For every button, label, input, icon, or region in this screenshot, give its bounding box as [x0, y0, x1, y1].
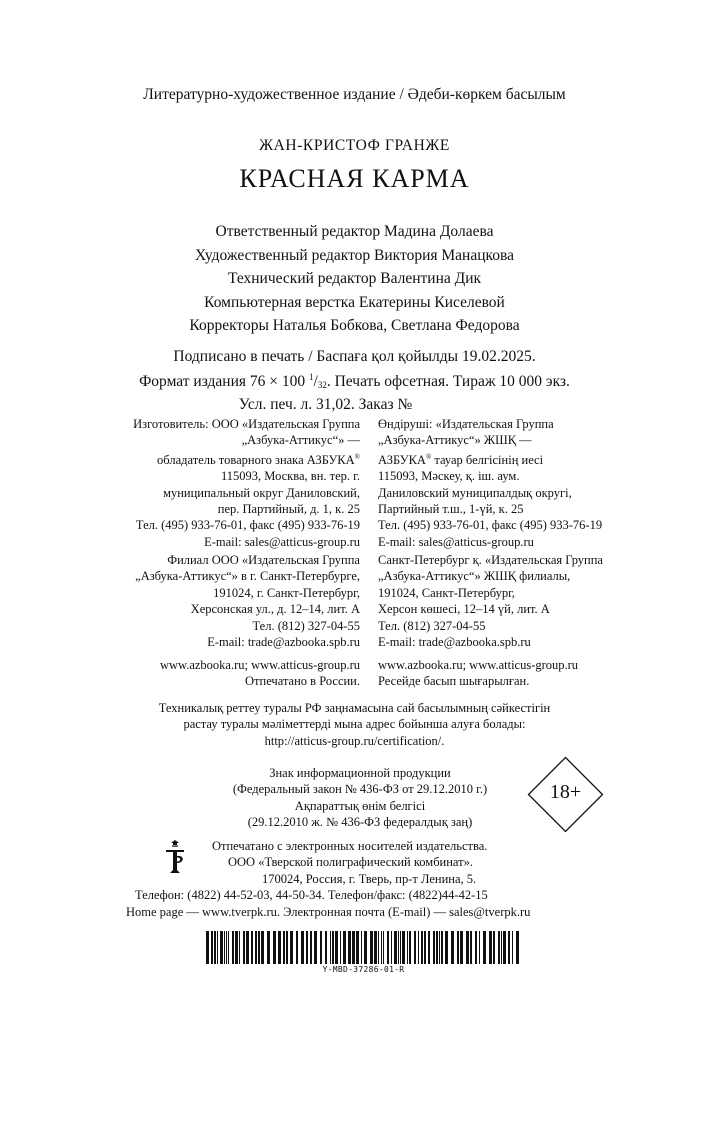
manufacturer-line: Изготовитель: ООО «Издательская Группа: [133, 417, 360, 431]
barcode-bar: [378, 931, 379, 964]
barcode-bar: [286, 931, 288, 964]
barcode-bar: [332, 931, 334, 964]
barcode-bar: [381, 931, 382, 964]
barcode-bar: [398, 931, 399, 964]
barcode-bar: [206, 931, 209, 964]
barcode-bar: [290, 931, 293, 964]
manufacturer-line: Партийный т.ш., 1-үй, к. 25: [378, 502, 524, 517]
barcode-bar: [320, 931, 322, 964]
barcode-bar: [325, 931, 327, 964]
format-prefix: Формат издания 76 × 100: [139, 373, 310, 390]
barcode-bar: [475, 931, 477, 964]
barcode-bar: [356, 931, 359, 964]
barcode-bar: [402, 931, 405, 964]
barcode-bar: [445, 931, 448, 964]
trademark-owner: тауар белгісінің иесі: [431, 452, 544, 467]
sheets-order: [0, 395, 709, 415]
barcode-bar: [414, 931, 416, 964]
branch-email: E-mail: trade@azbooka.spb.ru: [378, 635, 531, 650]
editor-line: Технический редактор Валентина Дик: [227, 270, 482, 287]
websites: www.azbooka.ru; www.atticus-group.ru: [378, 658, 579, 672]
barcode-bar: [512, 931, 513, 964]
manufacturer-phone: Тел. (495) 933-76-01, факс (495) 933-76-19: [135, 518, 360, 533]
cert-url: http://atticus-group.ru/certification/.: [264, 733, 445, 748]
sign-line: Ақпараттық өнім белгісі: [294, 798, 426, 813]
barcode-bar: [441, 931, 443, 964]
printed-in: Отпечатано в России.: [245, 674, 360, 689]
barcode-bar: [516, 931, 519, 964]
manufacturer-email: E-mail: sales@atticus-group.ru: [378, 534, 534, 549]
barcode-caption: Y-MBD-37286-01-R: [322, 965, 405, 974]
branch-line: Филиал ООО «Издательская Группа: [167, 553, 360, 567]
barcode-bar: [217, 931, 218, 964]
barcode-bar: [387, 931, 389, 964]
barcode-bar: [361, 931, 362, 964]
manufacturer-line: пер. Партийный, д. 1, к. 25: [217, 502, 360, 517]
barcode-bar: [278, 931, 281, 964]
barcode-bar: [436, 931, 438, 964]
printer-line: Отпечатано с электронных носителей издательства.: [212, 839, 488, 853]
barcode-bar: [330, 931, 331, 964]
barcode-bar: [335, 931, 338, 964]
barcode-bar: [489, 931, 492, 964]
signed-date: Подписано в печать / Баспаға қол қойылды 19.02.2025.: [173, 348, 536, 365]
barcode-bar: [251, 931, 253, 964]
barcode-bar: [418, 931, 419, 964]
barcode-bar: [220, 931, 223, 964]
book-title: КРАСНАЯ КАРМА: [239, 164, 470, 193]
branch-line: 191024, г. Санкт-Петербург,: [213, 585, 360, 600]
barcode-bar: [226, 931, 227, 964]
sign-line: (Федеральный закон № 436-ФЗ от 29.12.2010 г.): [232, 782, 488, 797]
barcode-bar: [228, 931, 229, 964]
barcode-bar: [391, 931, 392, 964]
web-ru: [160, 657, 360, 690]
branch-line: Херсонская ул., д. 12–14, лит. А: [190, 602, 360, 617]
barcode-bar: [498, 931, 500, 964]
branch-line: „Азбука-Аттикус“» в г. Санкт-Петербурге,: [135, 569, 360, 584]
manufacturer-line: муниципальный округ Даниловский,: [163, 485, 360, 500]
barcode-bar: [239, 931, 240, 964]
branch-line: „Азбука-Аттикус“» ЖШҚ филиалы,: [378, 569, 571, 584]
format-numerator: 1: [309, 372, 314, 382]
manufacturer-line: Өндіруші: «Издательская Группа: [378, 417, 554, 431]
branch-phone: Тел. (812) 327-04-55: [252, 618, 360, 633]
barcode-bar: [224, 931, 225, 964]
print-info: [0, 347, 709, 415]
barcode-bar: [457, 931, 459, 964]
barcode-bar: [258, 931, 260, 964]
branch-kz: [378, 552, 603, 650]
web-kz: [378, 657, 578, 690]
format-line: [0, 367, 709, 395]
format-denominator: 32: [317, 380, 327, 390]
info-sign-text: [200, 765, 520, 831]
manufacturer-email: E-mail: sales@atticus-group.ru: [204, 534, 360, 549]
manufacturer-line: Даниловский муниципалдық округі,: [378, 485, 572, 500]
barcode-bar: [409, 931, 411, 964]
registered-mark: ®: [354, 452, 360, 461]
barcode-bar: [255, 931, 257, 964]
manufacturer-kz: [378, 416, 602, 550]
branch-line: Херсон көшесі, 12–14 үй, лит. А: [378, 602, 550, 617]
format-slash: /: [313, 373, 318, 390]
barcode-bar: [211, 931, 213, 964]
branch-ru: [135, 552, 360, 650]
editor-line: Ответственный редактор Мадина Долаева: [215, 223, 494, 240]
barcode-bar: [267, 931, 270, 964]
editor-line: Художественный редактор Виктория Манацкова: [195, 246, 514, 264]
branch-email: E-mail: trade@azbooka.spb.ru: [207, 635, 360, 650]
edition-type: Литературно-художественное издание / Әдеби-көркем басылым: [143, 86, 566, 103]
registered-mark: ®: [425, 452, 432, 461]
cert-line: Техникалық реттеу туралы РФ заңнамасына сай басылымның сәйкестігін: [158, 701, 551, 715]
manufacturer-line: „Азбука-Аттикус“» —: [241, 433, 360, 448]
manufacturer-line: [378, 449, 602, 468]
trademark-text: обладатель товарного знака АЗБУКА: [157, 452, 355, 467]
manufacturer-phone: Тел. (495) 933-76-01, факс (495) 933-76-19: [378, 518, 603, 533]
format-suffix: . Печать офсетная. Тираж 10 000 экз.: [326, 373, 570, 390]
barcode-bar: [364, 931, 367, 964]
barcode-bar: [424, 931, 426, 964]
barcode-bar: [451, 931, 454, 964]
barcode-bar: [466, 931, 469, 964]
barcode-bar: [352, 931, 355, 964]
barcode-bar: [348, 931, 351, 964]
barcode-bar: [400, 931, 401, 964]
barcode-bar: [407, 931, 408, 964]
barcode-image: [206, 931, 521, 964]
printer-logo-icon: [162, 840, 188, 874]
printed-in: Ресейде басып шығарылған.: [378, 674, 530, 689]
barcode-bar: [421, 931, 423, 964]
barcode-bar: [394, 931, 397, 964]
editor-line: Компьютерная верстка Екатерины Киселевой: [204, 293, 505, 311]
printer-web: Home page — www.tverpk.ru. Электронная почта (E-mail) — sales@tverpk.ru: [126, 904, 531, 919]
barcode-bar: [479, 931, 480, 964]
sign-line: Знак информационной продукции: [269, 766, 451, 780]
age-rating: 18+: [549, 781, 582, 803]
barcode-bar: [261, 931, 264, 964]
barcode-bar: [301, 931, 304, 964]
websites: www.azbooka.ru; www.atticus-group.ru: [159, 658, 360, 672]
barcode-bar: [343, 931, 346, 964]
manufacturer-ru: [133, 416, 360, 550]
barcode-bar: [306, 931, 308, 964]
barcode-bar: [235, 931, 238, 964]
certification-note: [0, 700, 709, 749]
barcode-bar: [243, 931, 245, 964]
barcode-bar: [428, 931, 430, 964]
manufacturer-line: 115093, Москва, вн. тер. г.: [220, 469, 360, 484]
barcode-bar: [340, 931, 341, 964]
barcode-bar: [273, 931, 276, 964]
barcode-bar: [314, 931, 317, 964]
barcode-bar: [374, 931, 377, 964]
editor-line: Корректоры Наталья Бобкова, Светлана Федорова: [189, 317, 520, 334]
branch-line: 191024, Санкт-Петербург,: [378, 585, 515, 600]
printer-phone: Телефон: (4822) 44-52-03, 44-50-34. Телефон/факс: (4822)44-42-15: [135, 888, 488, 903]
barcode-bar: [483, 931, 486, 964]
sheets-text: Усл. печ. л. 31,02. Заказ №: [238, 396, 413, 413]
barcode-bar: [214, 931, 216, 964]
sign-line: (29.12.2010 ж. № 436-ФЗ федералдық заң): [247, 815, 473, 830]
branch-line: Санкт-Петербург қ. «Издательская Группа: [378, 553, 603, 567]
barcode-bar: [433, 931, 435, 964]
barcode-bar: [310, 931, 312, 964]
barcode-bar: [370, 931, 373, 964]
author-name: ЖАН-КРИСТОФ ГРАНЖЕ: [259, 137, 450, 154]
barcode-bar: [460, 931, 463, 964]
editors-list: [0, 220, 709, 338]
barcode-bar: [493, 931, 495, 964]
printer-address: 170024, Россия, г. Тверь, пр-т Ленина, 5.: [262, 871, 477, 886]
cert-line: растау туралы мәліметтерді мына адрес бойынша алуға болады:: [183, 717, 526, 732]
barcode-bar: [439, 931, 440, 964]
barcode-bar: [470, 931, 472, 964]
barcode-bar: [503, 931, 506, 964]
barcode-bar: [246, 931, 249, 964]
trademark-text: АЗБУКА: [378, 452, 426, 467]
barcode-bar: [508, 931, 510, 964]
barcode-bar: [283, 931, 285, 964]
manufacturer-line: [133, 449, 360, 468]
manufacturer-line: „Азбука-Аттикус“» ЖШҚ —: [378, 433, 532, 448]
barcode-bar: [296, 931, 298, 964]
manufacturer-line: 115093, Мәскеу, қ. іш. аум.: [378, 469, 520, 484]
printer-name: ООО «Тверской полиграфический комбинат».: [228, 855, 473, 870]
barcode-bar: [383, 931, 384, 964]
barcode-bar: [232, 931, 234, 964]
branch-phone: Тел. (812) 327-04-55: [378, 618, 486, 633]
barcode-bar: [501, 931, 502, 964]
